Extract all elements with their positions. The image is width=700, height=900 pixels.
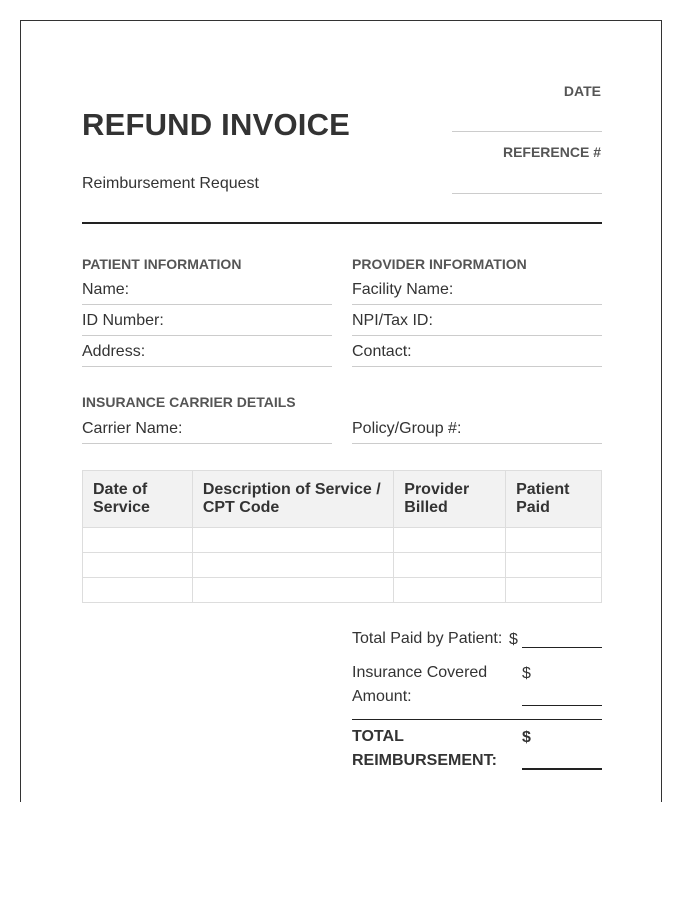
total-reimbursement-label-line1: TOTAL: [352, 728, 404, 745]
total-reimbursement-field[interactable]: [522, 768, 602, 770]
patient-name-label: Name:: [82, 281, 130, 298]
invoice-page: [20, 20, 662, 802]
reference-field[interactable]: [452, 193, 602, 194]
facility-name-field[interactable]: [352, 280, 602, 305]
date-field[interactable]: [452, 131, 602, 132]
table-cell[interactable]: [394, 553, 506, 578]
policy-group-label: Policy/Group #:: [352, 420, 462, 437]
insurance-covered-label-line1: Insurance Covered: [352, 664, 488, 681]
contact-label: Contact:: [352, 343, 412, 360]
table-cell[interactable]: [192, 578, 393, 603]
carrier-name-field[interactable]: [82, 419, 332, 444]
patient-address-field[interactable]: [82, 342, 332, 367]
total-paid-currency: $: [509, 631, 518, 648]
table-row: [83, 528, 602, 553]
table-cell[interactable]: [192, 553, 393, 578]
patient-info-heading: PATIENT INFORMATION: [82, 256, 242, 272]
table-cell[interactable]: [83, 553, 193, 578]
page-subtitle: Reimbursement Request: [82, 175, 259, 192]
patient-address-label: Address:: [82, 343, 146, 360]
column-header-provider-billed: Provider Billed: [394, 471, 506, 528]
contact-field[interactable]: [352, 342, 602, 367]
total-reimbursement-currency: $: [522, 729, 531, 746]
services-table: [82, 470, 602, 603]
patient-id-label: ID Number:: [82, 312, 164, 329]
total-paid-label: Total Paid by Patient:: [352, 630, 503, 647]
page-title: REFUND INVOICE: [82, 107, 351, 142]
patient-name-field[interactable]: [82, 280, 332, 305]
carrier-name-label: Carrier Name:: [82, 420, 183, 437]
total-reimbursement-label-line2: REIMBURSEMENT:: [352, 752, 497, 769]
table-cell[interactable]: [394, 528, 506, 553]
table-header-row: [83, 471, 602, 528]
table-row: [83, 553, 602, 578]
table-cell[interactable]: [83, 578, 193, 603]
table-cell[interactable]: [506, 553, 602, 578]
column-header-description: Description of Service / CPT Code: [192, 471, 393, 528]
table-cell[interactable]: [506, 578, 602, 603]
facility-name-label: Facility Name:: [352, 281, 454, 298]
insurance-covered-label-line2: Amount:: [352, 688, 412, 705]
npi-tax-id-field[interactable]: [352, 311, 602, 336]
reference-label: REFERENCE #: [502, 144, 601, 160]
table-cell[interactable]: [506, 528, 602, 553]
total-paid-field[interactable]: [522, 647, 602, 648]
provider-info-heading: PROVIDER INFORMATION: [352, 256, 527, 272]
column-header-patient-paid: Patient Paid: [506, 471, 602, 528]
insurance-covered-currency: $: [522, 665, 531, 682]
summary-divider: [352, 719, 602, 720]
insurance-heading: INSURANCE CARRIER DETAILS: [82, 394, 296, 410]
patient-id-field[interactable]: [82, 311, 332, 336]
table-row: [83, 578, 602, 603]
table-cell[interactable]: [394, 578, 506, 603]
header-divider: [82, 222, 602, 224]
insurance-covered-field[interactable]: [522, 705, 602, 706]
npi-tax-id-label: NPI/Tax ID:: [352, 312, 433, 329]
column-header-date: Date of Service: [83, 471, 193, 528]
policy-group-field[interactable]: [352, 419, 602, 444]
table-cell[interactable]: [83, 528, 193, 553]
date-label: DATE: [563, 83, 601, 99]
table-cell[interactable]: [192, 528, 393, 553]
